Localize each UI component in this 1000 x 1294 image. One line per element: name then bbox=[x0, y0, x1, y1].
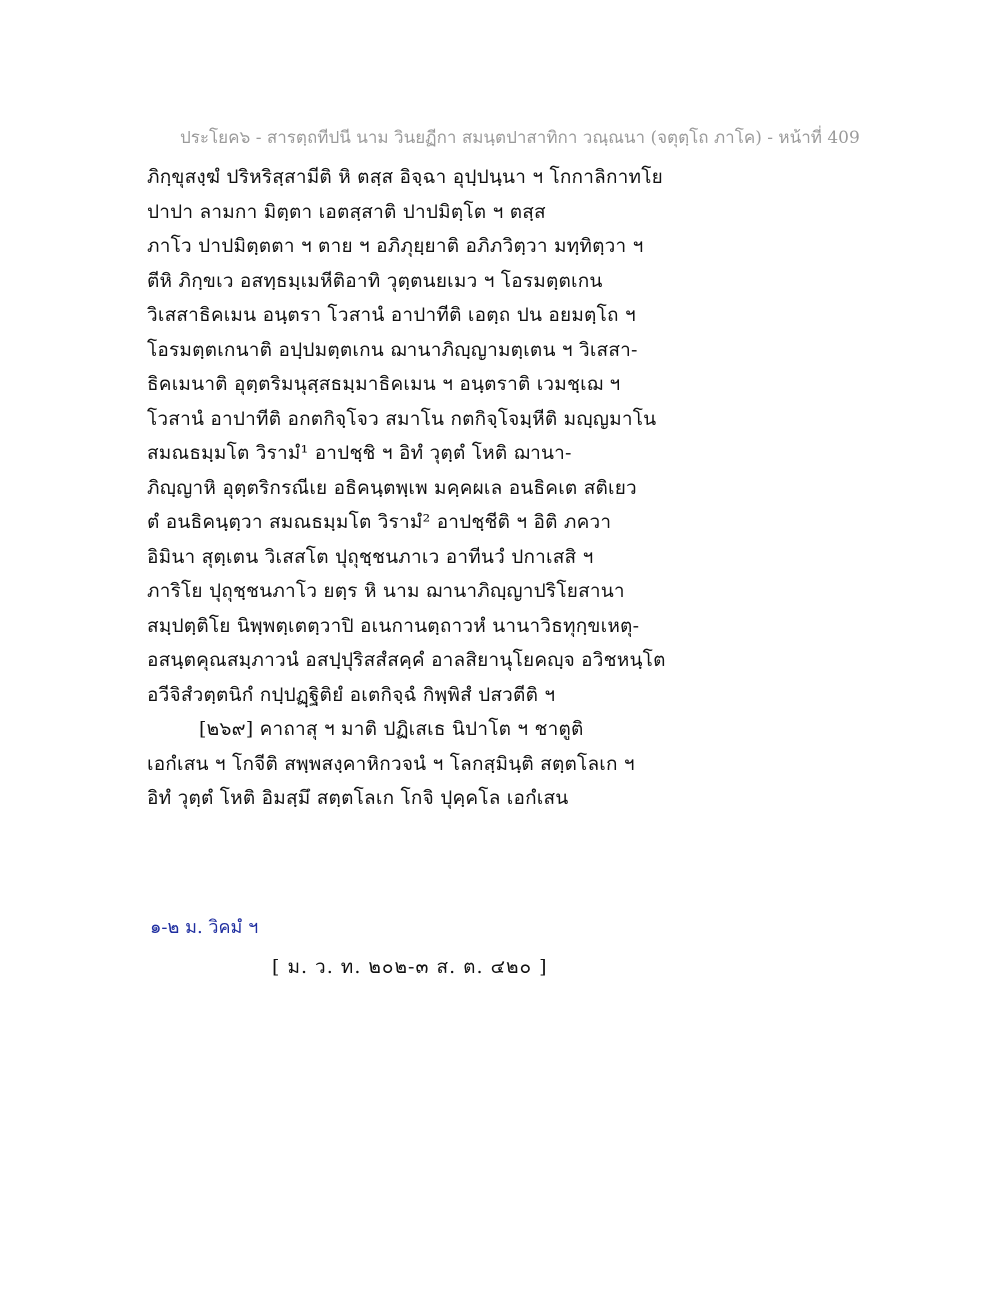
text-line: ปาปา ลามกา มิตฺตา เอตสฺสาติ ปาปมิตฺโต ฯ ตสฺส bbox=[147, 200, 546, 223]
text-line: อวีจิสํวตฺตนิกํ กปฺปฏฺฐิติยํ อเตกิจฺฉํ กิพฺพิสํ ปสวตีติ ฯ bbox=[147, 683, 556, 706]
paragraph-start-line: [๒๖๙] คาถาสุ ฯ มาติ ปฏิเสเธ นิปาโต ฯ ชาตูติ bbox=[199, 718, 584, 740]
body-text bbox=[147, 160, 707, 816]
text-line: เอกํเสน ฯ โกจีติ สพฺพสงฺคาหิกวจนํ ฯ โลกสฺมินฺติ สตฺตโลเก ฯ bbox=[147, 752, 635, 775]
text-line: โอรมตฺตเกนาติ อปฺปมตฺตเกน ฌานาภิญฺญามตฺเตน ฯ วิเสสา- bbox=[147, 338, 638, 361]
page-header: ประโยค๖ - สารตฺถทีปนี นาม วินยฏีกา สมนฺตปาสาทิกา วณฺณนา (จตุตฺโถ ภาโค) - หน้าที่ 409 bbox=[180, 128, 860, 148]
text-line: ภาโว ปาปมิตฺตตา ฯ ตาย ฯ อภิภุยฺยาติ อภิภวิตฺวา มทฺทิตฺวา ฯ bbox=[147, 235, 644, 257]
text-line: ภาริโย ปุถุชฺชนภาโว ยตฺร หิ นาม ฌานาภิญฺญาปริโยสานา bbox=[147, 580, 625, 602]
text-line: ภิญฺญาหิ อุตฺตริกรณีเย อธิคนฺตพฺเพ มคฺคผเล อนธิคเต สติเยว bbox=[147, 476, 637, 499]
text-line: วิเสสาธิคเมน อนฺตรา โวสานํ อาปาทีติ เอตฺถ ปน อยมตฺโถ ฯ bbox=[147, 304, 636, 326]
text-line: สมฺปตฺติโย นิพฺพตฺเตตฺวาปิ อเนกานตฺถาวหํ นานาวิธทุกฺขเหตุ- bbox=[147, 614, 640, 637]
text-line: โวสานํ อาปาทีติ อกตกิจฺโจว สมาโน กตกิจฺโจมฺหีติ มญฺญมาโน bbox=[147, 407, 657, 430]
text-line: อิมินา สุตฺเตน วิเสสโต ปุถุชฺชนภาเว อาทีนวํ ปกาเสสิ ฯ bbox=[147, 545, 594, 568]
footnote: ๑-๒ ม. วิคมํ ฯ bbox=[150, 917, 259, 938]
text-line: อสนฺตคุณสมฺภาวนํ อสปฺปุริสสํสคฺคํ อาลสิยานุโยคญฺจ อวิชหนฺโต bbox=[147, 649, 666, 671]
text-line: ภิกฺขุสงฺฆํ ปริหริสฺสามีติ หิ ตสฺส อิจฺฉา อุปฺปนฺนา ฯ โกกาลิกาทโย bbox=[147, 166, 664, 188]
text-line: อิทํ วุตฺตํ โหติ อิมสฺมึ สตฺตโลเก โกจิ ปุคฺคโล เอกํเสน bbox=[147, 787, 569, 809]
text-line: ธิคเมนาติ อุตฺตริมนุสฺสธมฺมาธิคเมน ฯ อนฺตราติ เวมชฺเฌ ฯ bbox=[147, 373, 621, 395]
text-line: สมณธมฺมโต วิรามํ¹ อาปชฺชิ ฯ อิทํ วุตฺตํ โหติ ฌานา- bbox=[147, 442, 572, 464]
text-line: ตํ อนธิคนฺตฺวา สมณธมฺมโต วิรามํ² อาปชฺชีติ ฯ อิติ ภควา bbox=[147, 511, 612, 533]
reference-line: [ ม. ว. ท. ๒๐๒-๓ ส. ต. ๔๒๐ ] bbox=[272, 956, 548, 978]
text-line: ตีหิ ภิกฺขเว อสทฺธมฺเมหีติอาทิ วุตฺตนยเมว ฯ โอรมตฺตเกน bbox=[147, 269, 603, 292]
